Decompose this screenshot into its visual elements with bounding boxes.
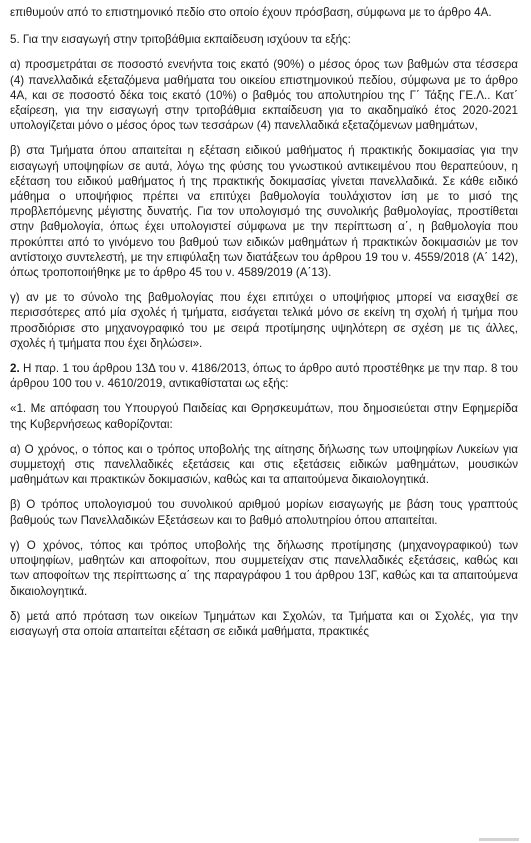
- paragraph-case-a: α) προσμετράται σε ποσοστό ενενήντα τοις εκατό (90%) ο μέσος όρος των βαθμών στα τέσσερα (4) πανελλαδικά εξεταζόμενα μαθήματα του οικείου επιστημονικού πεδίου, σύμφωνα με το άρθρο 4Α, και σε ποσοστό δέκα τοις εκατό (10%) ο βαθμός του απολυτηρίου της Γ΄ Τάξης ΓΕ.Λ.. Κατ΄ εξαίρεση, για την εισαγωγή στην τριτοβάθμια εκπαίδευση για το ακαδημαϊκό έτος 2020-2021 υπολογίζεται μόνο ο μέσος όρος των τεσσάρων (4) πανελλαδικά εξεταζόμενων μαθημάτων,: [10, 58, 518, 133]
- document-page: [10, 5, 518, 843]
- paragraph-case-c: γ) αν με το σύνολο της βαθμολογίας που έχει επιτύχει ο υποψήφιος μπορεί να εισαχθεί σε περισσότερες από μία σχολές ή τμήματα, εισάγεται τελικά μόνο σε εκείνη τη σχολή ή τμήμα που προσδιόρισε στο μηχανογραφικό του με σειρά προτίμησης υψηλότερη σε σχέση με τις άλλες, σχολές ή τμήματα που έχει δηλώσει».: [10, 291, 518, 350]
- paragraph-number: 2.: [10, 362, 20, 376]
- paragraph-decision-a: α) Ο χρόνος, ο τόπος και ο τρόπος υποβολής της αίτησης δήλωσης των υποψηφίων Λυκείων για συμμετοχή στις πανελλαδικές εξετάσεις και στις εξετάσεις ειδικών μαθημάτων, μουσικών μαθημάτων και πρακτικών δοκιμασιών, καθώς και τα απαιτούμενα δικαιολογητικά.: [10, 442, 518, 487]
- paragraph-article-2-text: Η παρ. 1 του άρθρου 13Δ του ν. 4186/2013, όπως το άρθρο αυτό προστέθηκε με την παρ. 8 του άρθρου 100 του ν. 4610/2019, αντικαθίσταται ως εξής:: [10, 362, 518, 391]
- paragraph-decision-d: δ) μετά από πρόταση των οικείων Τμημάτων και Σχολών, τα Τμήματα και οι Σχολές, για την εισαγωγή στα οποία απαιτείται εξέταση σε ειδικά μαθήματα, πρακτικές: [10, 609, 518, 638]
- paragraph-case-b: β) στα Τμήματα όπου απαιτείται η εξέταση ειδικού μαθήματος ή πρακτικής δοκιμασίας για την εισαγωγή υποψηφίων σε αυτά, λόγω της φύσης του γνωστικού αντικειμένου που θεραπεύουν, η εξέταση του ειδικού μαθήματος ή της πρακτικής δοκιμασίας γίνεται πανελλαδικά. Σε κάθε ειδικό μάθημα ο υποψήφιος πρέπει να επιτύχει βαθμολογία τουλάχιστον ίση με το μισό της προβλεπόμενης μέγιστης δυνατής. Για τον υπολογισμό της συνολικής βαθμολογίας, προστίθεται στην βαθμολογία, όπως έχει υπολογιστεί σύμφωνα με την περίπτωση α΄, η βαθμολογία που προκύπτει από το γινόμενο του βαθμού των ειδικών μαθημάτων ή πρακτικών δοκιμασιών με τον αντίστοιχο συντελεστή, με την επιφύλαξη των διατάξεων του άρθρου 19 του ν. 4559/2018 (Α΄ 142), όπως τροποποιήθηκε με το άρθρο 45 του ν. 4589/2019 (Α΄13).: [10, 144, 518, 280]
- paragraph-section-5-heading: 5. Για την εισαγωγή στην τριτοβάθμια εκπαίδευση ισχύουν τα εξής:: [10, 33, 351, 47]
- paragraph-decision-c: γ) Ο χρόνος, τόπος και τρόπος υποβολής της δήλωσης προτίμησης (μηχανογραφικού) των υποψηφίων, μαθητών και αποφοίτων, που συμμετείχαν στις πανελλαδικές εξετάσεις, καθώς και των αποφοίτων της περίπτωσης α΄ της παραγράφου 1 του άρθρου 13Γ, καθώς και τα απαιτούμενα δικαιολογητικά.: [10, 538, 518, 598]
- paragraph-decision-intro: «1. Με απόφαση του Υπουργού Παιδείας και Θρησκευμάτων, που δημοσιεύεται στην Εφημερίδα της Κυβερνήσεως καθορίζονται:: [10, 402, 518, 431]
- scan-edge-mark: [479, 838, 519, 841]
- paragraph-article-2: [10, 361, 518, 391]
- paragraph-decision-b: β) Ο τρόπος υπολογισμού του συνολικού αριθμού μορίων εισαγωγής με βάση τους γραπτούς βαθμούς των Πανελλαδικών Εξετάσεων και το βαθμό απολυτηρίου όπου απαιτείται.: [10, 498, 518, 527]
- paragraph-intro-continuation: επιθυμούν από το επιστημονικό πεδίο στο οποίο έχουν πρόσβαση, σύμφωνα με το άρθρο 4Α.: [10, 6, 492, 19]
